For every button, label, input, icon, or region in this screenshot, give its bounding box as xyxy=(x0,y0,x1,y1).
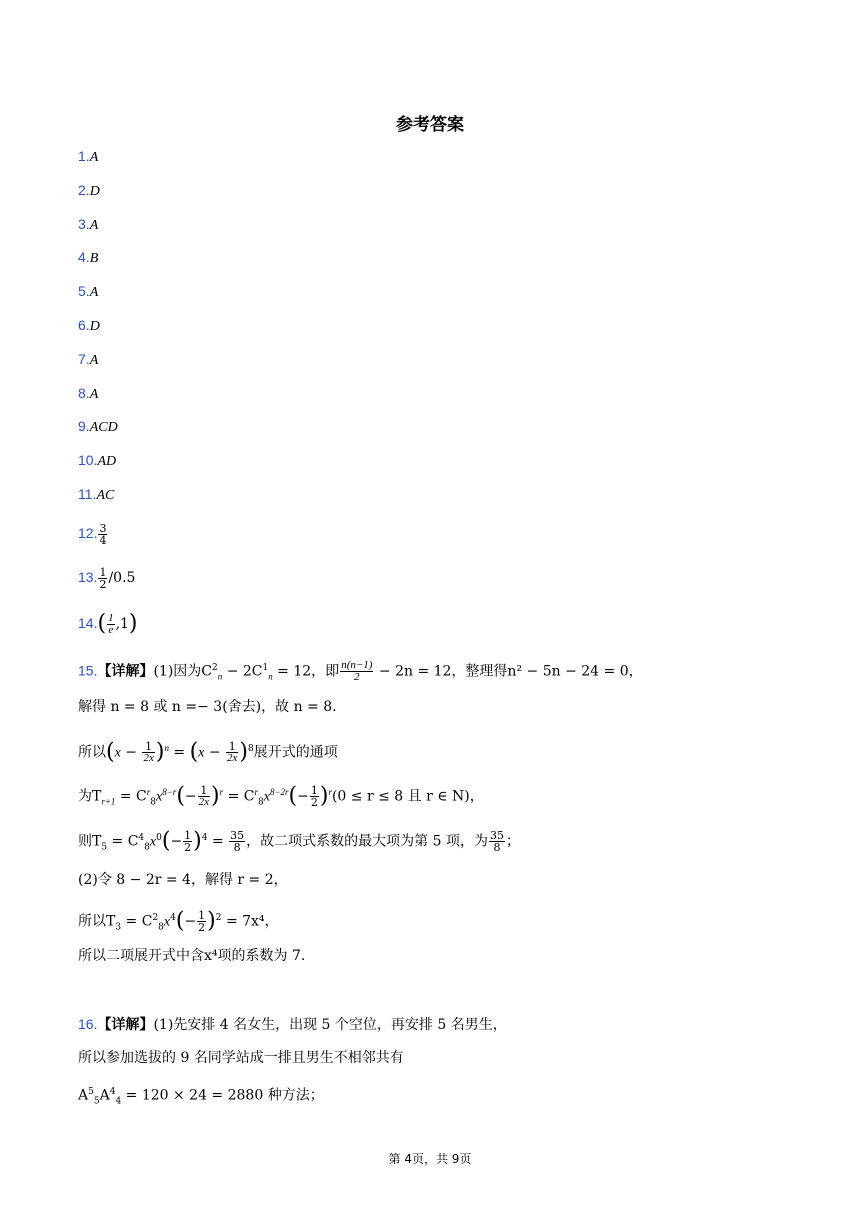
text: − 2n = 12，整理得n² − 5n − 24 = 0， xyxy=(374,663,643,680)
answer-value: ACD xyxy=(89,420,118,436)
q15-line-6: (2)令 8 − 2r = 4，解得 r = 2， xyxy=(78,872,288,888)
text: = 7x⁴， xyxy=(221,913,279,930)
text: (1)因为C xyxy=(153,663,213,680)
text: − 2C xyxy=(222,663,263,680)
answer-12 xyxy=(78,521,108,547)
answer-row xyxy=(78,213,98,235)
q16-line-2: 所以参加选拔的 9 名同学站成一排且男生不相邻共有 xyxy=(78,1050,404,1066)
text: 则T xyxy=(78,833,102,850)
text: (1)先安排 4 名女生，出现 5 个空位，再安排 5 名男生， xyxy=(153,1017,507,1033)
text: 为T xyxy=(78,788,102,805)
q15-line-3: 所以(x − $\frac{1}{2x}$ )$^n$ = (x − $\frac{1}{2x}$ )$^8$展开式的通项 xyxy=(78,739,338,765)
answer-value: AC xyxy=(96,488,115,503)
question-number: 14. xyxy=(78,615,98,631)
q15-line-5: 则$T_5 = C^4_8x^0(-$ $\frac{1}{2}$ )$^4$ = $\frac{35}{8}$ ，故二项式系数的最大项为第 5 项，为 $\frac{35}{8}$ ； xyxy=(78,828,520,855)
fraction: $\frac{1}{2}$ xyxy=(310,784,318,810)
answer-row xyxy=(78,483,114,505)
answer-row xyxy=(78,246,98,268)
question-number: 2. xyxy=(78,181,90,198)
answer-tail: /0.5 xyxy=(108,570,136,586)
q15-line-2: 解得 n = 8 或 n =− 3(舍去)，故 n = 8. xyxy=(78,699,337,715)
question-number: 12. xyxy=(78,525,98,541)
answer-row xyxy=(78,449,116,471)
answer-value: A xyxy=(89,352,99,368)
fraction: $\frac{1}{2}$ xyxy=(99,565,107,591)
text: = 120 × 24 = 2880 种方法； xyxy=(121,1087,324,1104)
answer-value: A xyxy=(89,285,99,301)
text: 展开式的通项 xyxy=(253,744,338,761)
q16-line-1 xyxy=(78,1012,507,1037)
text: = 12，即 xyxy=(272,663,340,680)
text: 所以 xyxy=(78,744,106,761)
fraction: $\frac{3}{4}$ xyxy=(99,521,107,547)
question-number: 10. xyxy=(78,452,98,469)
question-number: 16. xyxy=(78,1016,98,1032)
question-number: 4. xyxy=(78,249,90,266)
fraction: $\frac{35}{8}$ xyxy=(230,829,245,855)
answer-row xyxy=(78,145,98,167)
question-number: 7. xyxy=(78,350,90,367)
fraction: $\frac{1}{2x}$ xyxy=(143,740,154,765)
answer-14: 14.( $\frac{1}{e}$ ,1) xyxy=(78,611,138,636)
q16-line-3: $A^5_5A^4_4 = 120 \times 24 = 2880$ 种方法； xyxy=(78,1087,324,1107)
fraction: $\frac{n(n-1)}{2}$ xyxy=(341,659,373,684)
answer-value: A xyxy=(89,386,99,402)
question-number: 13. xyxy=(78,569,98,585)
answer-value: A xyxy=(89,217,99,233)
answer-13 xyxy=(78,565,136,591)
detail-label: 【详解】 xyxy=(97,663,154,680)
text: ，故二项式系数的最大项为第 5 项，为 xyxy=(246,833,488,850)
page-footer: 第 4页，共 9页 xyxy=(388,1152,472,1166)
answer-value: A xyxy=(89,150,99,165)
text: 所以T xyxy=(78,913,116,930)
answer-row xyxy=(78,280,98,302)
q15-line-7: 所以$T_3 = C^2_8x^4(-$ $\frac{1}{2}$ )$^2$ = 7x⁴， xyxy=(78,908,279,935)
q15-line-1: 15.【详解】(1)因为$C^2_n - 2C^1_n = 12$，即 $\frac{n(n-1)}{2}$ − 2n = 12，整理得n² − 5n − 24 = 0， xyxy=(78,659,643,684)
fraction: $\frac{35}{8}$ xyxy=(489,829,504,855)
page-title: 参考答案 xyxy=(396,115,464,135)
question-number: 8. xyxy=(78,384,90,401)
answer-row xyxy=(78,348,98,370)
question-number: 11. xyxy=(78,486,97,502)
answer-row xyxy=(78,179,100,201)
question-number: 15. xyxy=(78,662,98,679)
answer-value: AD xyxy=(97,454,117,470)
text: ； xyxy=(505,833,520,850)
question-number: 5. xyxy=(78,283,90,300)
answer-value: D xyxy=(89,319,100,334)
detail-label: 【详解】 xyxy=(97,1017,154,1033)
question-number: 1. xyxy=(78,148,90,164)
question-number: 6. xyxy=(78,317,90,333)
q15-line-8: 所以二项展开式中含x⁴项的系数为 7. xyxy=(78,948,306,964)
answer-row xyxy=(78,314,100,336)
answer-row xyxy=(78,415,118,437)
fraction: $\frac{1}{2}$ xyxy=(198,909,206,935)
fraction: $\frac{1}{e}$ xyxy=(108,611,114,636)
question-number: 3. xyxy=(78,215,90,232)
q15-line-4: 为$T_{r+1} = C^r_8x^{8-r}(-$ $\frac{1}{2x}$ )$^r = C^r_8x^{8-2r}(-$ $\frac{1}{2}$ )$^r$(0 ≤ r ≤ 8 且 r ∈ N)， xyxy=(78,783,484,810)
answer-value: B xyxy=(89,251,99,267)
fraction: $\frac{1}{2}$ xyxy=(184,829,192,855)
fraction: $\frac{1}{2x}$ xyxy=(227,740,238,765)
answer-row xyxy=(78,382,98,404)
question-number: 9. xyxy=(78,418,90,435)
answer-value: D xyxy=(89,183,100,199)
answer-tail: ,1 xyxy=(115,616,129,632)
fraction: $\frac{1}{2x}$ xyxy=(198,784,210,809)
text: (0 ≤ r ≤ 8 且 r ∈ N)， xyxy=(331,788,484,805)
